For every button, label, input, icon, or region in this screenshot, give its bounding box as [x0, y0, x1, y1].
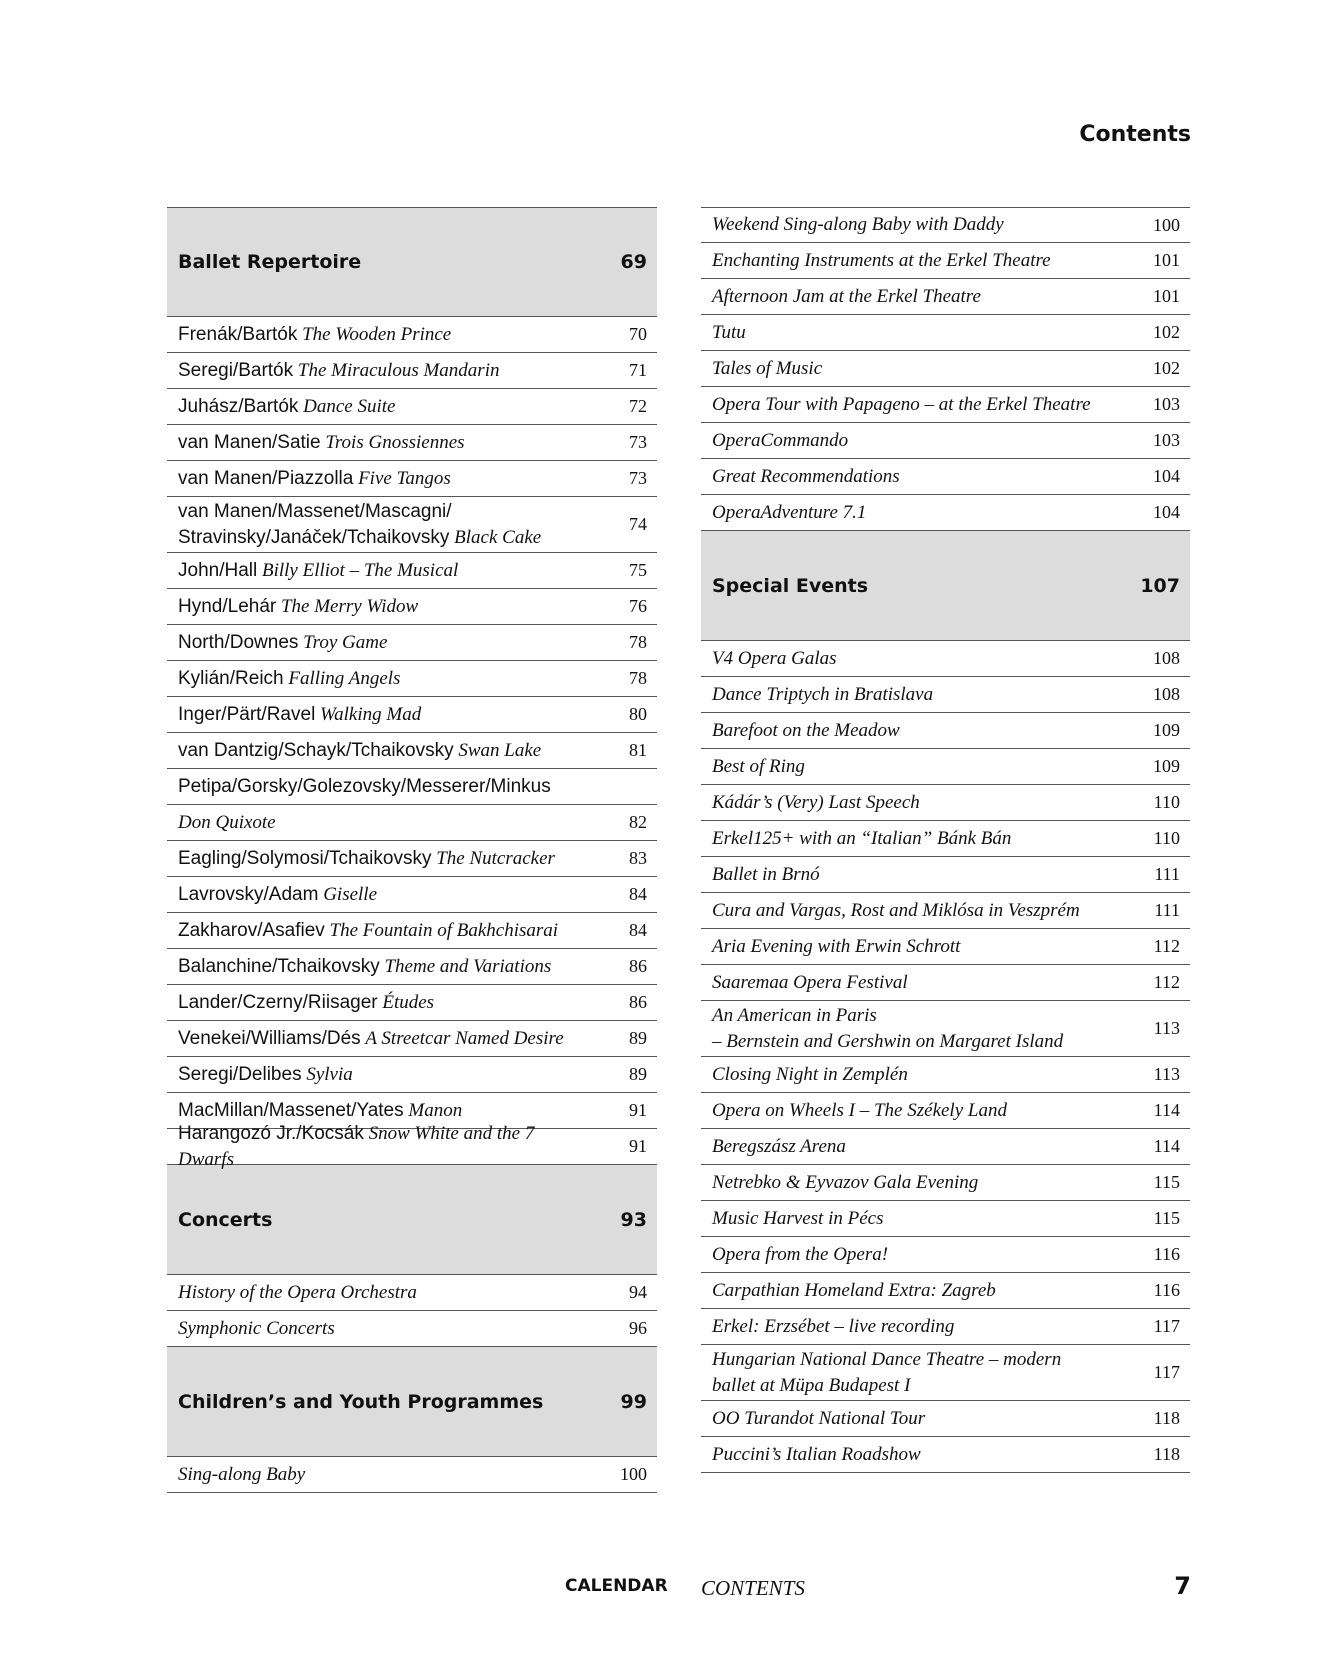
category-row[interactable]: [701, 531, 1190, 641]
entry-text: [701, 356, 1120, 382]
toc-entry[interactable]: [167, 661, 657, 697]
toc-entry[interactable]: [167, 353, 657, 389]
entry-text: [167, 358, 587, 384]
entry-text: [167, 594, 587, 620]
toc-entry[interactable]: [167, 497, 657, 553]
entry-title: Hungarian National Dance Theatre – modern: [712, 1348, 1062, 1370]
entry-text: [167, 1462, 587, 1488]
entry-title: OO Turandot National Tour: [712, 1407, 926, 1429]
entry-text: [701, 500, 1120, 526]
entry-title: Opera from the Opera!: [712, 1243, 889, 1265]
toc-entry[interactable]: [701, 1309, 1190, 1345]
entry-text: [701, 1442, 1120, 1468]
page-number: 118: [1153, 1444, 1180, 1464]
entry-authors: Balanchine/Tchaikovsky: [178, 955, 380, 977]
toc-entry[interactable]: [701, 351, 1190, 387]
page-number: 80: [629, 704, 647, 724]
entry-text: [701, 1170, 1120, 1196]
entry-title: Music Harvest in Pécs: [712, 1207, 884, 1229]
entry-authors: van Dantzig/Schayk/Tchaikovsky: [178, 739, 454, 761]
toc-entry[interactable]: [167, 769, 657, 805]
toc-entry[interactable]: [167, 697, 657, 733]
entry-title: Falling Angels: [288, 667, 401, 689]
page-number: 7: [1174, 1572, 1191, 1600]
page-number: 89: [629, 1028, 647, 1048]
entry-title: Theme and Variations: [384, 955, 552, 977]
entry-text: [701, 1347, 1120, 1399]
entry-title: Dance Suite: [303, 395, 396, 417]
entry-title: The Miraculous Mandarin: [297, 359, 500, 381]
entry-authors: Harangozó Jr./Kocsák: [178, 1122, 364, 1144]
page-number: 72: [629, 396, 647, 416]
page-number: 116: [1153, 1244, 1180, 1264]
toc-entry[interactable]: [701, 821, 1190, 857]
entry-title: The Merry Widow: [280, 595, 419, 617]
entry-title: Dance Triptych in Bratislava: [712, 683, 934, 705]
toc-entry[interactable]: [701, 279, 1190, 315]
toc-entry[interactable]: [167, 461, 657, 497]
entry-title: Puccini’s Italian Roadshow: [712, 1443, 921, 1465]
toc-entry[interactable]: [167, 625, 657, 661]
entry-text: [167, 846, 587, 872]
entry-text: [701, 428, 1120, 454]
entry-title: Cura and Vargas, Rost and Miklósa in Veszprém: [712, 899, 1080, 921]
entry-title: Études: [382, 991, 435, 1013]
toc-entry[interactable]: [167, 589, 657, 625]
page-number: 100: [620, 1464, 647, 1484]
toc-entry[interactable]: [701, 893, 1190, 929]
entry-text: [701, 790, 1120, 816]
entry-authors: Zakharov/Asafiev: [178, 919, 325, 941]
entry-title: Closing Night in Zemplén: [712, 1063, 908, 1085]
entry-text: [701, 970, 1120, 996]
page-number: 117: [1153, 1362, 1180, 1382]
entry-title: V4 Opera Galas: [712, 647, 837, 669]
entry-text: [701, 1406, 1120, 1432]
toc-entry[interactable]: [701, 641, 1190, 677]
page-number: 109: [1153, 756, 1180, 776]
category-row[interactable]: [167, 207, 657, 317]
page-number: 101: [1153, 286, 1180, 306]
entry-title: Walking Mad: [320, 703, 422, 725]
toc-entry[interactable]: [701, 1345, 1190, 1401]
page-number: 81: [629, 740, 647, 760]
page-number: 89: [629, 1064, 647, 1084]
entry-title: Kádár’s (Very) Last Speech: [712, 791, 920, 813]
entry-authors: Hynd/Lehár: [178, 595, 277, 617]
entry-text: [167, 558, 587, 584]
page-number: 104: [1153, 466, 1180, 486]
category-row[interactable]: [167, 1347, 657, 1457]
entry-title: Don Quixote: [178, 811, 276, 833]
page-number: 91: [629, 1100, 647, 1120]
page-number: 78: [629, 668, 647, 688]
toc-entry[interactable]: [167, 805, 657, 841]
toc-entry[interactable]: [167, 1057, 657, 1093]
page-number: 74: [629, 514, 647, 534]
entry-authors: Lavrovsky/Adam: [178, 883, 319, 905]
entry-authors: Seregi/Delibes: [178, 1063, 302, 1085]
toc-entry[interactable]: [701, 677, 1190, 713]
entry-title-continued: – Bernstein and Gershwin on Margaret Island: [712, 1030, 1064, 1052]
entry-text: [167, 666, 587, 692]
toc-entry[interactable]: [167, 317, 657, 353]
entry-title: Netrebko & Eyvazov Gala Evening: [712, 1171, 979, 1193]
toc-entry[interactable]: [701, 1201, 1190, 1237]
page-number: 82: [629, 812, 647, 832]
entry-authors: Lander/Czerny/Riisager: [178, 991, 378, 1013]
page-number: 100: [1153, 214, 1180, 235]
toc-entry[interactable]: [701, 243, 1190, 279]
entry-text: [701, 284, 1120, 310]
entry-title: Erkel125+ with an “Italian” Bánk Bán: [712, 827, 1012, 849]
page-number: 107: [1140, 574, 1180, 597]
entry-text: [701, 862, 1120, 888]
toc-entry[interactable]: [167, 1021, 657, 1057]
page-number: 69: [620, 251, 647, 273]
page-number: 111: [1154, 900, 1180, 920]
entry-title: Barefoot on the Meadow: [712, 719, 900, 741]
entry-authors: van Manen/Piazzolla: [178, 467, 354, 489]
entry-text: [701, 1278, 1120, 1304]
toc-entry[interactable]: [167, 389, 657, 425]
entry-authors: John/Hall: [178, 559, 258, 581]
entry-authors: Eagling/Solymosi/Tchaikovsky: [178, 847, 432, 869]
toc-entry[interactable]: [701, 1273, 1190, 1309]
entry-title: Manon: [408, 1099, 463, 1121]
entry-title: Giselle: [323, 883, 378, 905]
toc-entry[interactable]: [701, 1093, 1190, 1129]
footer-chapter-label: CONTENTS: [701, 1576, 805, 1600]
entry-text: [167, 466, 587, 492]
toc-entry[interactable]: [167, 1275, 657, 1311]
entry-title: Opera on Wheels I – The Székely Land: [712, 1099, 1007, 1121]
page-number: 86: [629, 956, 647, 976]
toc-entry[interactable]: [167, 1457, 657, 1493]
toc-entry[interactable]: [701, 1437, 1190, 1473]
entry-title: Sing-along Baby: [178, 1463, 306, 1485]
entry-title: Tales of Music: [712, 357, 823, 379]
toc-entry[interactable]: [701, 929, 1190, 965]
entry-text: [167, 1062, 587, 1088]
footer-section-label: CALENDAR: [565, 1576, 668, 1596]
entry-authors: Venekei/Williams/Dés: [178, 1027, 361, 1049]
entry-text: [167, 1026, 587, 1052]
toc-entry[interactable]: [167, 553, 657, 589]
entry-text: [167, 954, 587, 980]
toc-entry[interactable]: [167, 841, 657, 877]
entry-authors: van Manen/Satie: [178, 431, 321, 453]
entry-text: [167, 810, 587, 836]
entry-title-continued: ballet at Müpa Budapest I: [712, 1374, 911, 1396]
page-title: Contents: [1079, 122, 1191, 147]
entry-authors: Stravinsky/Janáček/Tchaikovsky: [178, 526, 450, 548]
entry-authors: Frenák/Bartók: [178, 323, 298, 345]
contents-column-left: [167, 207, 657, 1493]
page-number: 96: [629, 1318, 647, 1338]
page-number: 94: [629, 1282, 647, 1302]
entry-text: [701, 320, 1120, 346]
entry-text: [167, 394, 587, 420]
entry-text: [701, 682, 1120, 708]
page-number: 110: [1153, 828, 1180, 848]
entry-authors: North/Downes: [178, 631, 299, 653]
entry-text: [167, 882, 587, 908]
entry-title: Opera Tour with Papageno – at the Erkel Theatre: [712, 393, 1091, 415]
entry-title: Afternoon Jam at the Erkel Theatre: [712, 285, 981, 307]
toc-entry[interactable]: [701, 1129, 1190, 1165]
entry-title: An American in Paris: [712, 1004, 877, 1026]
page-number: 103: [1153, 394, 1180, 414]
page-number: 112: [1153, 972, 1180, 992]
toc-entry[interactable]: [701, 965, 1190, 1001]
page-number: 112: [1153, 936, 1180, 956]
toc-entry[interactable]: [701, 785, 1190, 821]
entry-title: Snow White and the 7 Dwarfs: [178, 1122, 535, 1170]
entry-title: Troy Game: [303, 631, 388, 653]
entry-title: Aria Evening with Erwin Schrott: [712, 935, 961, 957]
toc-entry[interactable]: [167, 949, 657, 985]
entry-title: Trois Gnossiennes: [325, 431, 465, 453]
entry-text: [167, 738, 587, 764]
entry-title: Best of Ring: [712, 755, 805, 777]
entry-text: [167, 1121, 587, 1173]
toc-entry[interactable]: [701, 1401, 1190, 1437]
toc-entry[interactable]: [701, 1237, 1190, 1273]
toc-entry[interactable]: [701, 495, 1190, 531]
toc-entry[interactable]: [167, 733, 657, 769]
entry-title: Beregszász Arena: [712, 1135, 846, 1157]
entry-title: Tutu: [712, 321, 746, 343]
entry-text: [167, 499, 587, 551]
entry-authors: Petipa/Gorsky/Golezovsky/Messerer/Minkus: [178, 775, 551, 797]
page-number: 113: [1153, 1064, 1180, 1084]
entry-title: The Nutcracker: [436, 847, 555, 869]
entry-title: History of the Opera Orchestra: [178, 1281, 417, 1303]
page-number: 86: [629, 992, 647, 1012]
page-number: 103: [1153, 430, 1180, 450]
toc-entry[interactable]: [701, 1165, 1190, 1201]
toc-entry[interactable]: [701, 1001, 1190, 1057]
entry-title: Carpathian Homeland Extra: Zagreb: [712, 1279, 996, 1301]
page-number: 117: [1153, 1316, 1180, 1336]
toc-entry[interactable]: [167, 1311, 657, 1347]
toc-entry[interactable]: [167, 913, 657, 949]
entry-authors: Seregi/Bartók: [178, 359, 294, 381]
entry-title: Black Cake: [454, 526, 542, 548]
entry-text: [167, 990, 587, 1016]
toc-entry[interactable]: [701, 207, 1190, 243]
entry-text: [701, 646, 1120, 672]
toc-entry[interactable]: [701, 749, 1190, 785]
page-number: 84: [629, 884, 647, 904]
page-number: 104: [1153, 502, 1180, 522]
category-title: Concerts: [178, 1208, 273, 1231]
entry-title: Five Tangos: [358, 467, 451, 489]
entry-text: [701, 826, 1120, 852]
entry-text: [701, 464, 1120, 490]
entry-text: [701, 1098, 1120, 1124]
page-number: 115: [1153, 1172, 1180, 1192]
entry-text: [701, 248, 1120, 274]
page-number: 102: [1153, 358, 1180, 378]
page-number: 113: [1153, 1018, 1180, 1038]
entry-text: [167, 702, 587, 728]
category-title: Special Events: [712, 574, 869, 597]
page-number: 111: [1154, 864, 1180, 884]
entry-title: OperaCommando: [712, 429, 849, 451]
toc-entry[interactable]: [701, 857, 1190, 893]
entry-text: [701, 898, 1120, 924]
page-number: 78: [629, 632, 647, 652]
toc-entry[interactable]: [167, 425, 657, 461]
entry-text: [701, 1206, 1120, 1232]
page-number: 108: [1153, 648, 1180, 668]
entry-title: Saaremaa Opera Festival: [712, 971, 908, 993]
entry-text: [701, 212, 1120, 238]
entry-title: Ballet in Brnó: [712, 863, 820, 885]
page-number: 99: [620, 1390, 647, 1413]
entry-text: [167, 630, 587, 656]
toc-entry[interactable]: [167, 877, 657, 913]
entry-text: [167, 430, 587, 456]
entry-title: Weekend Sing-along Baby with Daddy: [712, 214, 1004, 235]
entry-authors: Inger/Pärt/Ravel: [178, 703, 316, 725]
page-number: 75: [629, 560, 647, 580]
entry-text: [167, 1280, 587, 1306]
entry-authors: Juhász/Bartók: [178, 395, 299, 417]
page-number: 115: [1153, 1208, 1180, 1228]
page-number: 109: [1153, 720, 1180, 740]
toc-entry[interactable]: [701, 387, 1190, 423]
entry-text: [701, 1062, 1120, 1088]
toc-entry[interactable]: [167, 1122, 657, 1170]
page-number: 114: [1153, 1136, 1180, 1156]
entry-text: [701, 934, 1120, 960]
entry-title: Billy Elliot – The Musical: [261, 559, 459, 581]
page-number: 118: [1153, 1408, 1180, 1428]
entry-text: [167, 1316, 587, 1342]
contents-column-right: [701, 207, 1190, 1473]
entry-text: [701, 1134, 1120, 1160]
entry-text: [167, 774, 587, 800]
toc-entry[interactable]: [701, 423, 1190, 459]
entry-authors: van Manen/Massenet/Mascagni/: [178, 500, 452, 522]
entry-text: [167, 918, 587, 944]
page-number: 110: [1153, 792, 1180, 812]
entry-text: [701, 392, 1120, 418]
entry-title: Symphonic Concerts: [178, 1317, 335, 1339]
toc-entry[interactable]: [701, 459, 1190, 495]
page-number: 84: [629, 920, 647, 940]
page-number: 76: [629, 596, 647, 616]
page-number: 93: [620, 1208, 647, 1231]
category-title: Ballet Repertoire: [178, 251, 362, 273]
entry-title: Sylvia: [306, 1063, 353, 1085]
entry-title: The Wooden Prince: [302, 323, 452, 345]
entry-text: [167, 322, 587, 348]
page-number: 114: [1153, 1100, 1180, 1120]
entry-text: [701, 718, 1120, 744]
entry-title: Erkel: Erzsébet – live recording: [712, 1315, 955, 1337]
entry-title: The Fountain of Bakhchisarai: [329, 919, 559, 941]
page-number: 70: [629, 324, 647, 344]
toc-entry[interactable]: [701, 713, 1190, 749]
page-number: 101: [1153, 250, 1180, 270]
page-number: 91: [629, 1136, 647, 1156]
entry-line: [178, 525, 587, 551]
toc-entry[interactable]: [701, 1057, 1190, 1093]
entry-title: Great Recommendations: [712, 465, 900, 487]
entry-text: [701, 1003, 1120, 1055]
page-number: 102: [1153, 322, 1180, 342]
page-number: 73: [629, 432, 647, 452]
page-number: 71: [629, 360, 647, 380]
entry-authors: Kylián/Reich: [178, 667, 284, 689]
entry-text: [701, 1314, 1120, 1340]
toc-entry[interactable]: [167, 985, 657, 1021]
page-number: 73: [629, 468, 647, 488]
entry-title: Swan Lake: [458, 739, 542, 761]
entry-title: OperaAdventure 7.1: [712, 501, 867, 523]
entry-text: [701, 754, 1120, 780]
page-number: 116: [1153, 1280, 1180, 1300]
entry-authors: MacMillan/Massenet/Yates: [178, 1099, 404, 1121]
category-row[interactable]: [167, 1165, 657, 1275]
page-number: 108: [1153, 684, 1180, 704]
entry-title: Enchanting Instruments at the Erkel Theatre: [712, 249, 1051, 271]
toc-entry[interactable]: [701, 315, 1190, 351]
page-number: 83: [629, 848, 647, 868]
entry-text: [701, 1242, 1120, 1268]
category-title: Children’s and Youth Programmes: [178, 1390, 544, 1413]
entry-title: A Streetcar Named Desire: [365, 1027, 564, 1049]
